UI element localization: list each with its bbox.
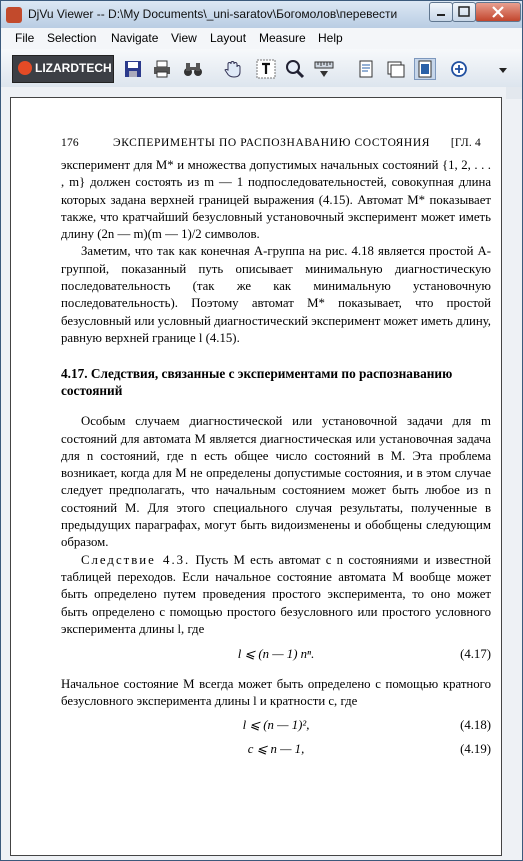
corollary-text: Пусть M есть автомат с n состояниями и известной таблицей переходов. Если начальное состояние автомата M вообще может быть определено путем проведения простого эксперимента, то оно может быть определено с помощью простого безусловного или простого условного эксперимента длины l, где: [61, 552, 491, 636]
close-button[interactable]: [475, 2, 521, 22]
window-title: DjVu Viewer -- D:\My Documents\_uni-saratov\Богомолов\перевести: [28, 7, 398, 21]
paragraph-3: Особым случаем диагностической или установочной задачи для m состояний для автомата M является диагностическая или установочная задача для n состояний, где n есть общее число состояний в M. Эта проблема возникает, когда для M не определены допустимые состояния, и в этом случае следует предполагать, что начальным состоянием может быть любое из n состояний M. Для этого специального случая результаты, полученные в предыдущих параграфах, могут быть видоизменены и обобщены следующим образом.: [61, 414, 491, 550]
equation-4-19: [61, 741, 491, 763]
ruler-icon[interactable]: [314, 59, 334, 79]
page-content: [61, 135, 491, 771]
menu-view[interactable]: View: [171, 31, 197, 45]
menu-selection[interactable]: Selection: [47, 31, 97, 45]
two-page-icon[interactable]: [386, 59, 406, 79]
equation-number: (4.19): [460, 741, 491, 756]
paragraph-2: Заметим, что так как конечная A-группа на рис. 4.18 является простой A-группой, показанный путь описывает минимальную диагностическую последовательность (так же как минимальную установочную последовательность). Поэтому автомат M* показывает, что простой безусловный или условный диагностический эксперимент может иметь длину, равную верхней границе l (4.15).: [61, 244, 491, 345]
print-icon[interactable]: [152, 59, 172, 79]
corollary-label: Следствие 4.3.: [81, 552, 191, 567]
paragraph-1: эксперимент для M* и множества допустимых начальных состояний {1, 2, . . . , m} должен состоять из m — 1 подпоследовательностей, совокупная длина которых задана верхней границей выражения (4.15). Автомат M* показывает также, что кратчайший безусловный установочный эксперимент может иметь длину (2n — m)(m — 1)/2 символов.: [61, 158, 491, 242]
lizard-logo-icon: [18, 61, 32, 75]
maximize-icon: [453, 3, 475, 21]
single-page-icon[interactable]: [356, 59, 376, 79]
equation-number: (4.18): [460, 717, 491, 732]
text-select-icon[interactable]: [256, 59, 276, 79]
djvu-app-icon: [6, 7, 22, 23]
logo-text: LIZARDTECH: [35, 61, 112, 75]
zoom-icon[interactable]: [285, 59, 305, 79]
toolbar: [1, 49, 522, 88]
menu-help[interactable]: Help: [318, 31, 343, 45]
lizardtech-logo: [12, 55, 114, 83]
chapter-reference: [ГЛ. 4: [450, 137, 481, 149]
section-heading: 4.17. Следствия, связанные с экспериментами по распознаванию состояний: [61, 366, 453, 399]
menu-measure[interactable]: Measure: [259, 31, 306, 45]
close-icon: [476, 3, 520, 21]
zoom-in-icon[interactable]: [449, 59, 469, 79]
equation-number: (4.17): [460, 647, 491, 662]
menu-bar: [1, 28, 522, 49]
maximize-button[interactable]: [452, 2, 476, 22]
minimize-button[interactable]: [429, 2, 453, 22]
menu-file[interactable]: File: [15, 31, 35, 45]
document-page: [10, 97, 502, 856]
equation-formula: l ⩽ (n — 1) nⁿ.: [237, 647, 315, 662]
vertical-scrollbar[interactable]: [506, 87, 522, 99]
minimize-icon: [430, 3, 452, 21]
document-viewport[interactable]: [1, 87, 522, 860]
running-head: ЭКСПЕРИМЕНТЫ ПО РАСПОЗНАВАНИЮ СОСТОЯНИЯ: [113, 137, 430, 149]
page-header: [61, 135, 491, 157]
dropdown-arrow-icon[interactable]: [493, 59, 507, 79]
page-layout-icon[interactable]: [415, 59, 435, 79]
title-bar[interactable]: [1, 1, 522, 28]
save-icon[interactable]: [123, 59, 143, 79]
binoculars-icon[interactable]: [183, 59, 203, 79]
hand-icon[interactable]: [223, 59, 243, 79]
equation-formula: c ⩽ n — 1,: [247, 741, 305, 756]
paragraph-5: Начальное состояние M всегда может быть определено с помощью кратного безусловного эксперимента длины l и кратности c, где: [61, 677, 491, 709]
equation-4-17: [61, 646, 491, 668]
equation-4-18: [61, 717, 491, 739]
menu-layout[interactable]: Layout: [210, 31, 247, 45]
menu-navigate[interactable]: Navigate: [111, 31, 159, 45]
page-number: 176: [61, 137, 79, 149]
paragraph-4: [61, 552, 491, 638]
equation-formula: l ⩽ (n — 1)²,: [242, 717, 310, 732]
